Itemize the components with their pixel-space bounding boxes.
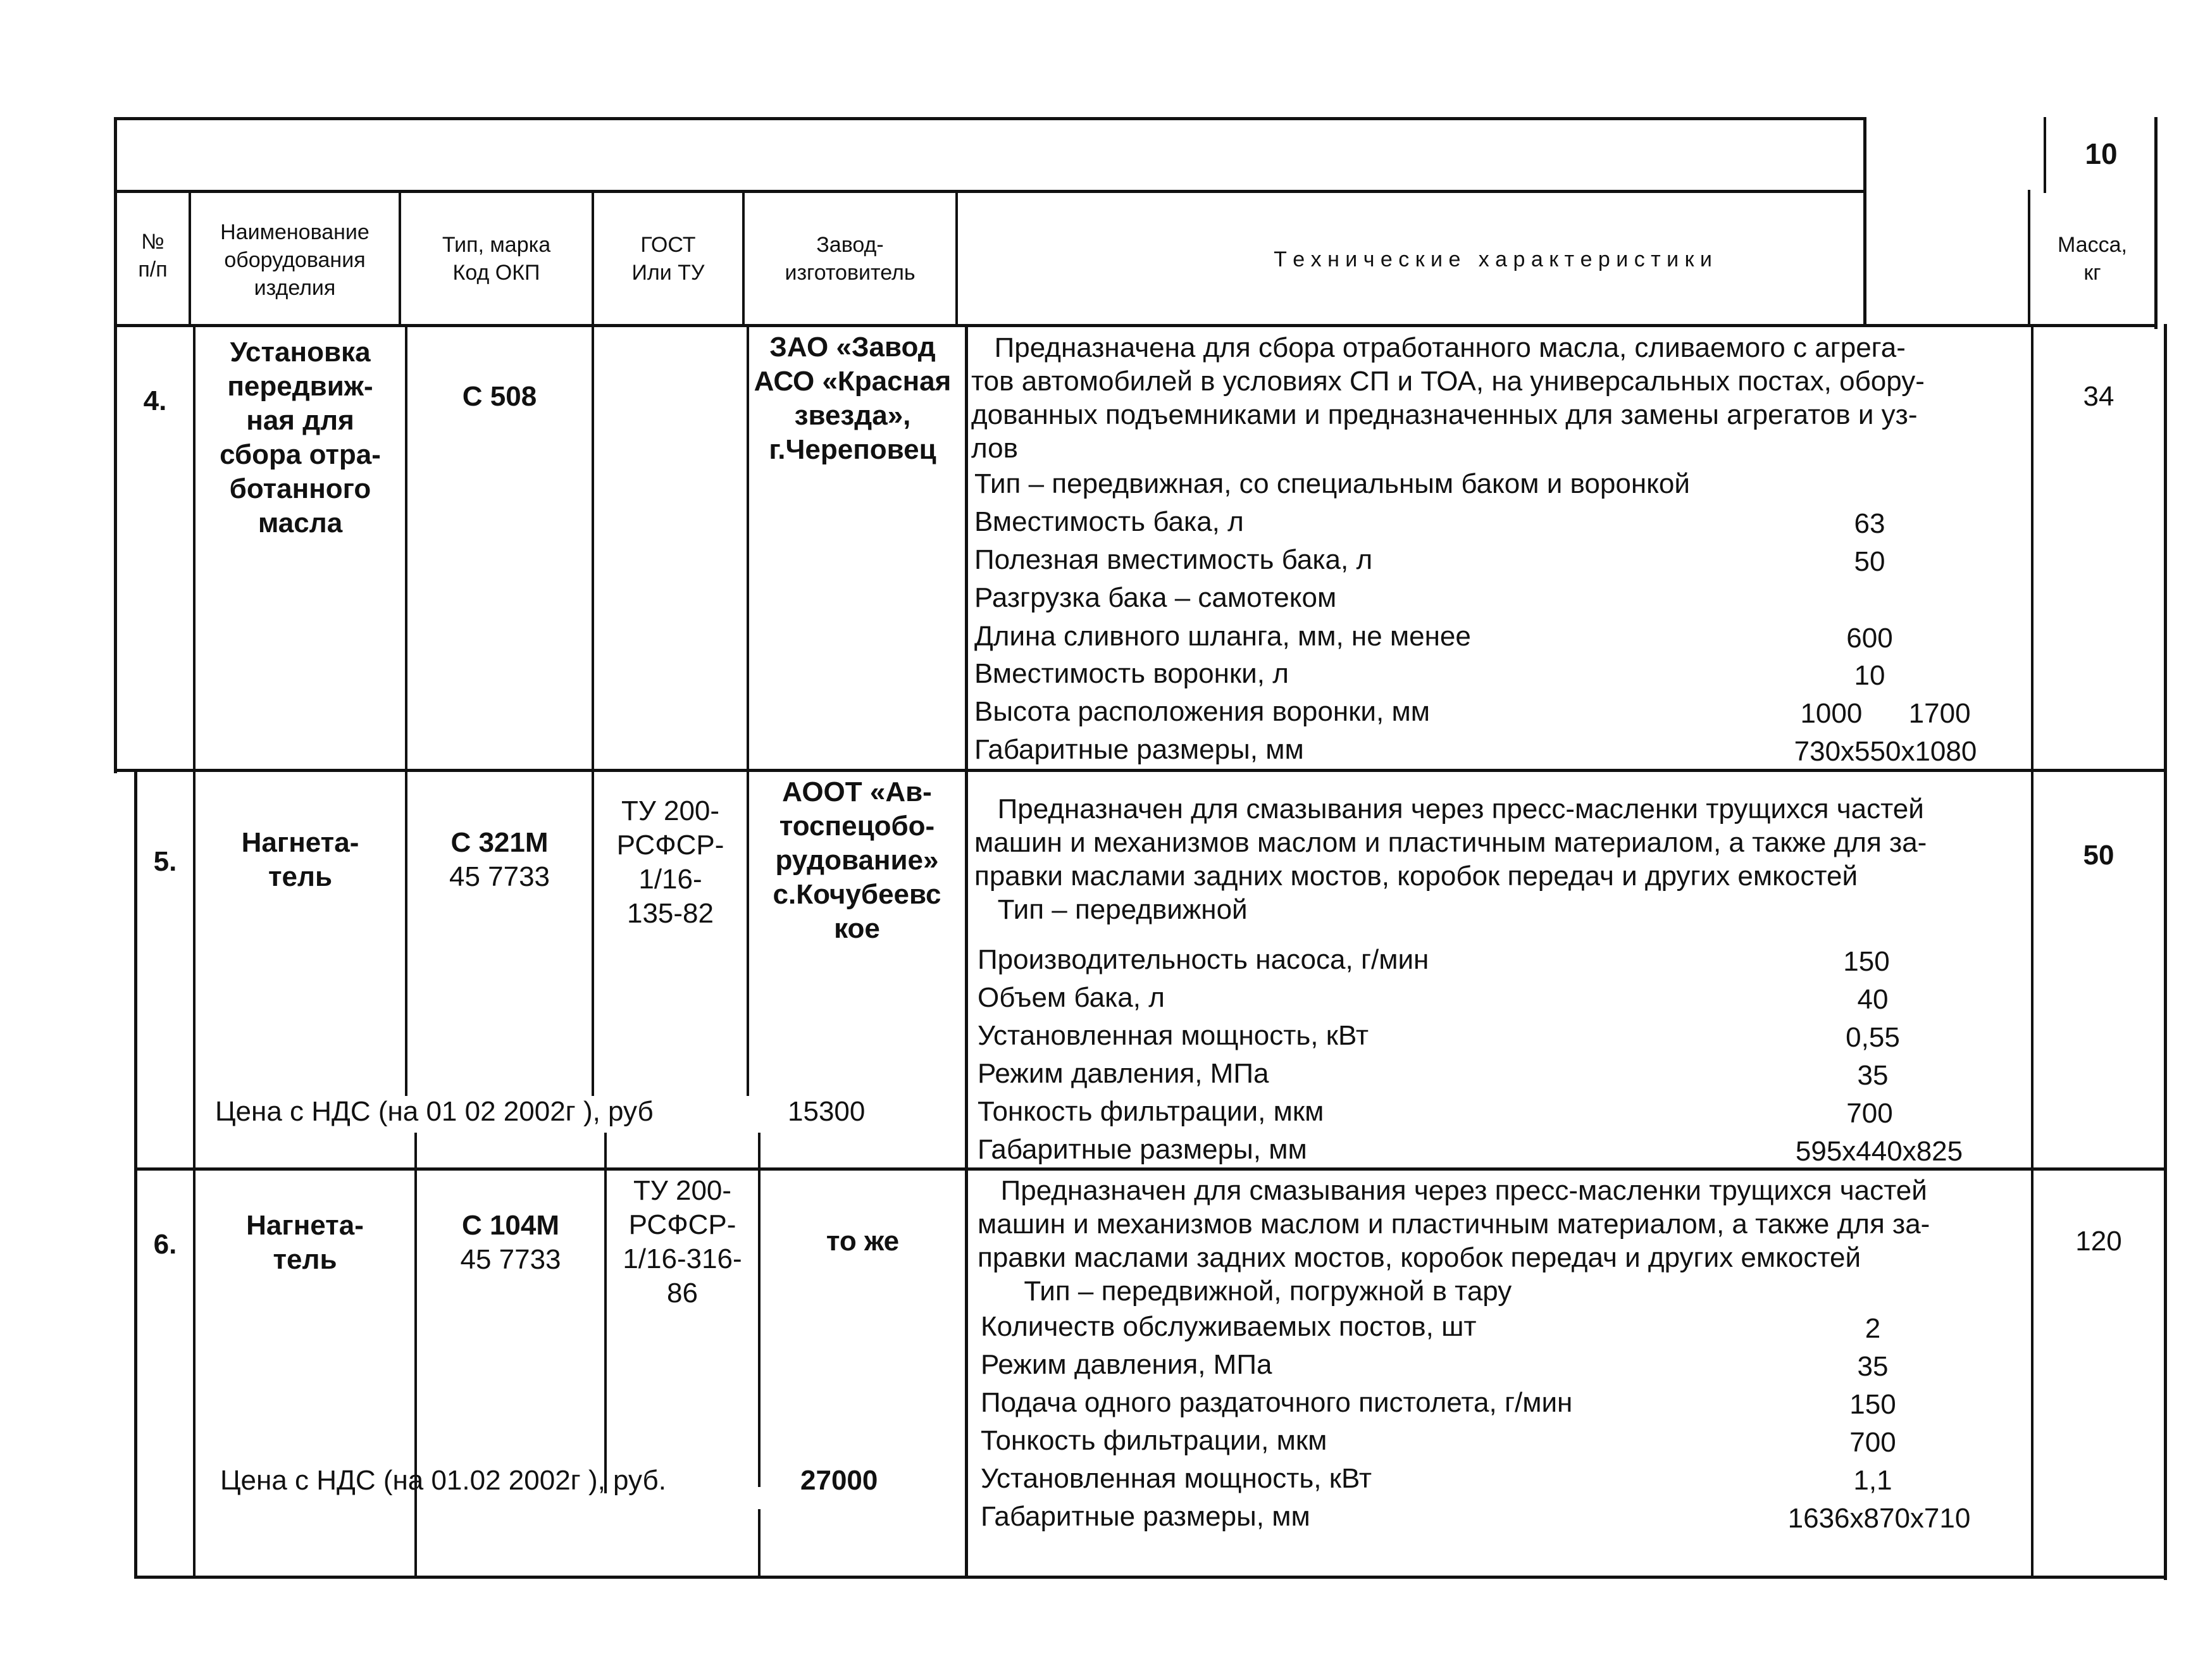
row6-spec-label-2: Подача одного раздаточного пистолета, г/мин [981,1387,1573,1418]
row4-spec-label-0: Вместимость бака, л [974,506,1244,537]
row4-spec-value-5: 1000 1700 [1800,698,1971,729]
row5-price-label: Цена с НДС (на 01 02 2002г ), руб [215,1096,654,1127]
row4-spec-label-2: Разгрузка бака – самотеком [974,582,1337,613]
row4-spec-value-4: 10 [1854,660,1885,691]
row4-type: С 508 [462,381,537,412]
header-name: Наименование оборудования изделия [220,220,369,300]
row4-mass: 34 [2083,381,2114,412]
row5-spec-label-3: Режим давления, МПа [978,1058,1269,1089]
row6-type-bold: С 104М [461,1210,560,1241]
body-right-border [2164,324,2167,1580]
row5-maker: АООТ «Ав- тоспецобо- рудование» с.Кочубеевс кое [773,776,941,944]
row4-spec-label-5: Высота расположения воронки, мм [974,696,1430,727]
row5-spec-label-1: Объем бака, л [978,982,1165,1013]
row4-spec-value-6: 730x550x1080 [1794,736,1977,767]
row4-spec-label-1: Полезная вместимость бака, л [974,544,1373,575]
row5-spec-label-4: Тонкость фильтрации, мкм [978,1096,1324,1127]
row5-spec-value-2: 0,55 [1846,1022,1900,1053]
row6-type-code: 45 7733 [460,1244,561,1275]
row5-type-code: 45 7733 [449,861,550,892]
body-bottom-border [134,1576,2167,1579]
row6-spec-label-4: Установленная мощность, кВт [981,1463,1372,1494]
col-line-4-body-b [758,1133,761,1487]
row5-spec-value-0: 150 [1843,946,1890,977]
row4-name: Установка передвиж- ная для сбора отра- ботанного масла [220,337,381,538]
row5-spec-label-2: Установленная мощность, кВт [978,1020,1369,1051]
row6-spec-value-5: 1636x870x710 [1787,1503,1971,1534]
row5-gost: ТУ 200- РСФСР- 1/16- 135-82 [616,795,724,929]
row6-spec-label-5: Габаритные размеры, мм [981,1501,1310,1532]
row6-name: Нагнета- тель [246,1210,364,1275]
row-separator-5-6 [134,1167,2167,1171]
body-left-border [134,769,137,1579]
page-number-divider [2044,117,2046,193]
row5-spec-value-3: 35 [1857,1060,1889,1091]
header-top-border [114,190,1866,193]
row6-num: 6. [153,1229,177,1260]
row6-spec-value-2: 150 [1849,1389,1896,1420]
row5-spec-value-1: 40 [1857,984,1889,1015]
row6-mass: 120 [2075,1226,2122,1257]
header-bottom-border [114,324,2158,327]
row6-spec-label-3: Тонкость фильтрации, мкм [981,1425,1327,1456]
row-separator-4-5 [114,769,2167,772]
row4-type-line: Тип – передвижная, со специальным баком и воронкой [974,468,1690,499]
row4-num: 4. [143,385,167,416]
col-line-5-body [965,324,968,1577]
header-num: № п/п [138,230,168,282]
col-line-2-body-a [405,324,407,1096]
row5-mass: 50 [2083,840,2114,871]
row5-name: Нагнета- тель [241,827,359,892]
row4-spec-value-3: 600 [1846,623,1893,654]
row6-price-label: Цена с НДС (на 01.02 2002г ), руб. [220,1465,666,1496]
row6-gost: ТУ 200- РСФСР- 1/16-316- 86 [623,1175,742,1309]
row5-num: 5. [153,846,177,877]
row5-type-bold: С 321М [450,827,549,858]
row6-spec-value-0: 2 [1865,1313,1881,1344]
frame-left-border-top [114,117,117,193]
row4-spec-value-0: 63 [1854,508,1885,539]
row5-spec-value-4: 700 [1846,1098,1893,1129]
row5-spec-label-5: Габаритные размеры, мм [978,1134,1307,1165]
row6-maker: то же [826,1226,900,1257]
frame-right-border-top [1863,117,1866,326]
header-specs: Т е х н и ч е с к и е х а р а к т е р и с т и к и [1274,247,1712,271]
row6-price: 27000 [800,1465,878,1496]
row5-spec-value-5: 595x440x825 [1795,1136,1963,1167]
row4-spec-label-6: Габаритные размеры, мм [974,734,1304,765]
row4-spec-label-3: Длина сливного шланга, мм, не менее [974,621,1471,652]
header-mass: Масса, кг [2058,233,2127,285]
row4-description: Предназначена для сбора отработанного масла, сливаемого с агрега- тов автомобилей в условиях СП и ТОА, на универсальных постах, обору- дованных подъемниками и предназначенных для замены агрегатов и уз- лов [971,332,1925,464]
row5-description: Предназначен для смазывания через пресс-масленки трущихся частей машин и механизмов маслом и пластичным материалом, а также для за- правки маслами задних мостов, коробок передач и других емкостей Тип – передвижной [974,793,1927,925]
row6-spec-value-1: 35 [1857,1351,1889,1382]
header-maker: Завод- изготовитель [785,233,916,285]
row6-spec-label-1: Режим давления, МПа [981,1349,1272,1380]
row5-spec-label-0: Производительность насоса, г/мин [978,944,1429,975]
col-line-6-body [2031,324,2033,1577]
row4-maker: ЗАО «Завод АСО «Красная звезда», г.Череповец [754,332,952,465]
row6-spec-value-4: 1,1 [1853,1465,1892,1496]
row4-spec-value-1: 50 [1854,546,1885,577]
col-line-3-body-a [592,324,594,1096]
col-line-2-body-b [414,1133,417,1576]
row6-spec-value-3: 700 [1849,1427,1896,1458]
row5-price: 15300 [788,1096,866,1127]
header-type: Тип, марка Код ОКП [442,233,551,285]
col-line-4-body-c [758,1509,761,1576]
row6-spec-label-0: Количеств обслуживаемых постов, шт [981,1311,1477,1342]
header-gost: ГОСТ Или ТУ [631,233,705,285]
row4-spec-label-4: Вместимость воронки, л [974,658,1289,689]
frame-top-border [114,117,1866,120]
page-number: 10 [2085,137,2118,170]
row6-description: Предназначен для смазывания через пресс-масленки трущихся частей машин и механизмов маслом и пластичным материалом, а также для за- правки маслами задних мостов, коробок передач и других емкостей Тип – передвижной, погружной в тару [978,1175,1930,1307]
